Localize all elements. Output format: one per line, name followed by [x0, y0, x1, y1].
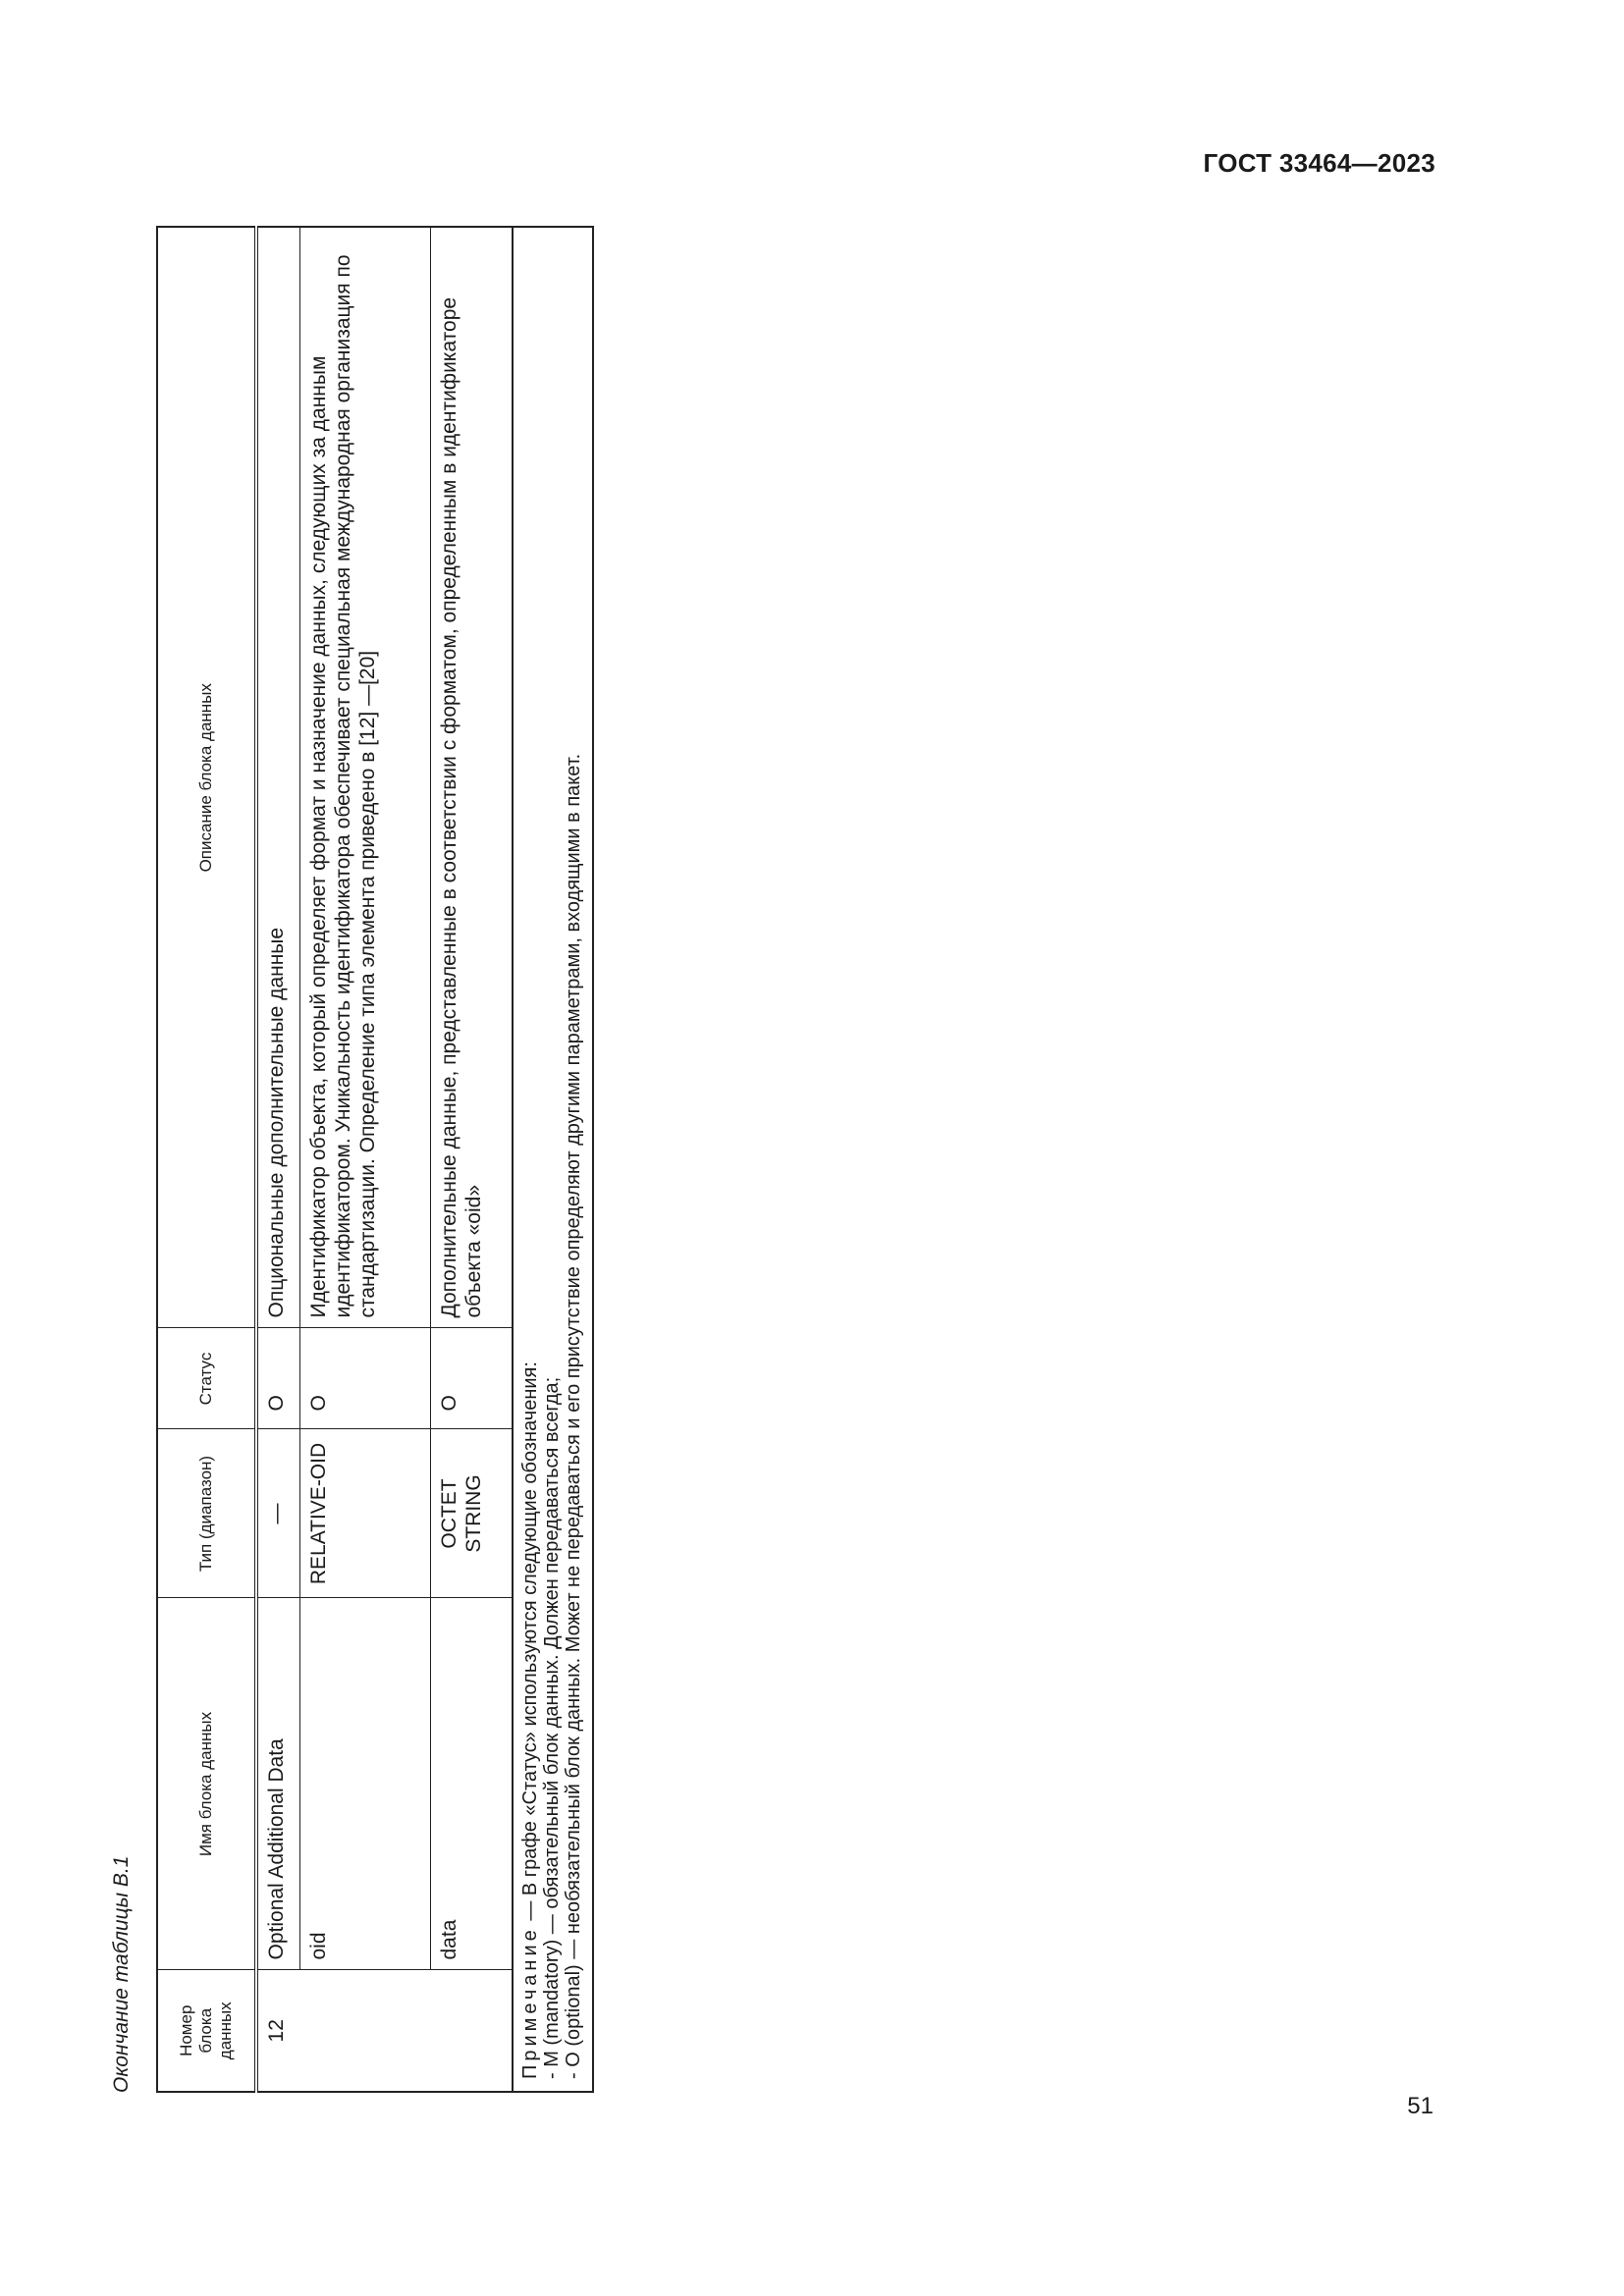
column-header-status: Статус — [157, 1328, 256, 1429]
note-intro: — В графе «Статус» используются следующие обозначения: — [519, 1362, 541, 1927]
table-row — [431, 227, 514, 2092]
table-caption: Окончание таблицы В.1 — [110, 1855, 133, 2093]
column-header-type: Тип (диапазон) — [157, 1429, 256, 1598]
cell-number — [300, 1970, 431, 2092]
cell-name: Optional Additional Data — [256, 1598, 300, 1970]
cell-number — [431, 1970, 514, 2092]
table-note — [513, 227, 593, 2092]
page-number: 51 — [1407, 2093, 1434, 2119]
cell-type: RELATIVE-OID — [300, 1429, 431, 1598]
table-row — [256, 227, 300, 2092]
column-header-description: Описание блока данных — [157, 227, 256, 1328]
document-code: ГОСТ 33464—2023 — [1203, 148, 1435, 178]
note-optional-line: - O (optional) — необязательный блок данных. Может не передаваться и его присутствие определяют другими параметрами, входящими в пакет. — [563, 753, 584, 2079]
note-label: Примечание — [519, 1926, 541, 2079]
cell-description: Опциональные дополнительные данные — [256, 227, 300, 1328]
cell-status: O — [300, 1328, 431, 1429]
cell-type: OCTET STRING — [431, 1429, 514, 1598]
cell-description: Дополнительные данные, представленные в соответствии с форматом, определенным в идентификаторе объекта «oid» — [431, 227, 514, 1328]
column-header-name: Имя блока данных — [157, 1598, 256, 1970]
cell-status: O — [256, 1328, 300, 1429]
note-intro-line — [519, 240, 541, 2079]
cell-name: oid — [300, 1598, 431, 1970]
cell-type: — — [256, 1429, 300, 1598]
note-mandatory-line: - M (mandatory) — обязательный блок данных. Должен передаваться всегда; — [541, 1376, 563, 2079]
cell-status: O — [431, 1328, 514, 1429]
cell-name: data — [431, 1598, 514, 1970]
rotated-table-block — [100, 223, 650, 2093]
table-header-row — [157, 227, 256, 2092]
table-row — [300, 227, 431, 2092]
data-block-table — [156, 226, 594, 2093]
column-header-number: Номер блока данных — [157, 1970, 256, 2092]
cell-number: 12 — [256, 1970, 300, 2092]
cell-description: Идентификатор объекта, который определяет формат и назначение данных, следующих за данным идентификатором. Уникальность идентификатора обеспечивает специальная международная организация по стандартизации. Определение типа элемента приведено в [12] —[20] — [300, 227, 431, 1328]
table-note-row — [513, 227, 593, 2092]
